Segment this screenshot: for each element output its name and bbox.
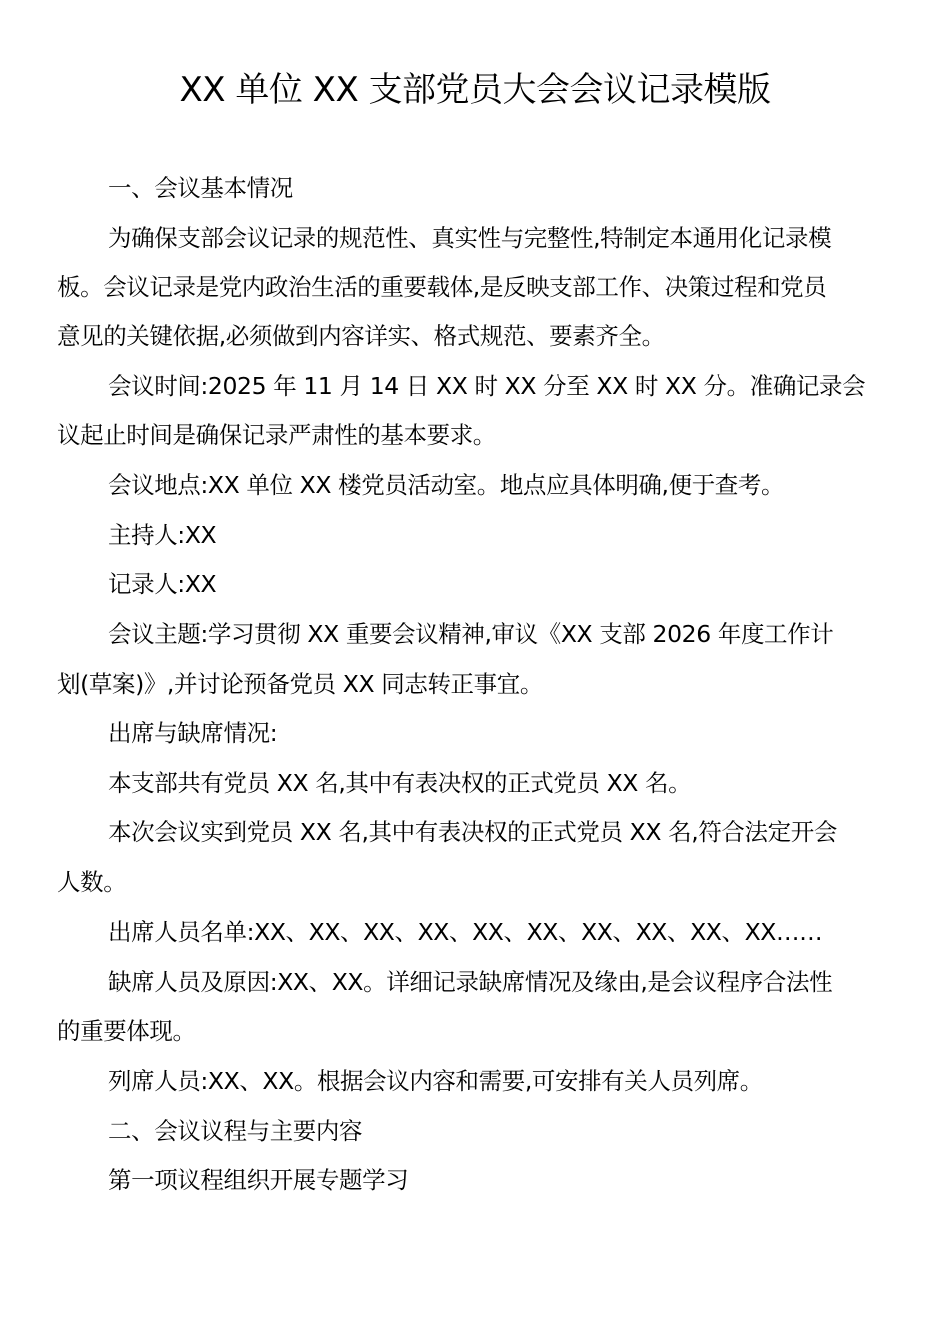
members-total: 本支部共有党员 XX 名,其中有表决权的正式党员 XX 名。 bbox=[108, 769, 692, 797]
intro-paragraph-line-3: 意见的关键依据,必须做到内容详实、格式规范、要素齐全。 bbox=[57, 322, 665, 350]
observers: 列席人员:XX、XX。根据会议内容和需要,可安排有关人员列席。 bbox=[108, 1067, 763, 1095]
meeting-topic-line-2: 划(草案)》,并讨论预备党员 XX 同志转正事宜。 bbox=[57, 670, 543, 698]
intro-paragraph-line-1: 为确保支部会议记录的规范性、真实性与完整性,特制定本通用化记录模 bbox=[108, 224, 832, 252]
absentees-line-1: 缺席人员及原因:XX、XX。详细记录缺席情况及缘由,是会议程序合法性 bbox=[108, 968, 833, 996]
attendees-list: 出席人员名单:XX、XX、XX、XX、XX、XX、XX、XX、XX、XX…… bbox=[108, 918, 823, 946]
members-present-line-1: 本次会议实到党员 XX 名,其中有表决权的正式党员 XX 名,符合法定开会 bbox=[108, 818, 837, 846]
section-heading-basic-info: 一、会议基本情况 bbox=[108, 174, 293, 202]
meeting-recorder: 记录人:XX bbox=[108, 570, 217, 598]
section-heading-agenda: 二、会议议程与主要内容 bbox=[108, 1117, 363, 1145]
meeting-time-line-2: 议起止时间是确保记录严肃性的基本要求。 bbox=[57, 421, 496, 449]
agenda-item-1: 第一项议程组织开展专题学习 bbox=[108, 1166, 409, 1194]
meeting-location: 会议地点:XX 单位 XX 楼党员活动室。地点应具体明确,便于查考。 bbox=[108, 471, 785, 499]
members-present-line-2: 人数。 bbox=[57, 868, 127, 896]
absentees-line-2: 的重要体现。 bbox=[57, 1017, 196, 1045]
meeting-time-line-1: 会议时间:2025 年 11 月 14 日 XX 时 XX 分至 XX 时 XX 分。准确记录会 bbox=[108, 372, 866, 400]
meeting-host: 主持人:XX bbox=[108, 521, 217, 549]
document-title: XX 单位 XX 支部党员大会会议记录模版 bbox=[179, 70, 771, 110]
intro-paragraph-line-2: 板。会议记录是党内政治生活的重要载体,是反映支部工作、决策过程和党员 bbox=[57, 273, 827, 301]
attendance-heading: 出席与缺席情况: bbox=[108, 719, 278, 747]
meeting-topic-line-1: 会议主题:学习贯彻 XX 重要会议精神,审议《XX 支部 2026 年度工作计 bbox=[108, 620, 834, 648]
